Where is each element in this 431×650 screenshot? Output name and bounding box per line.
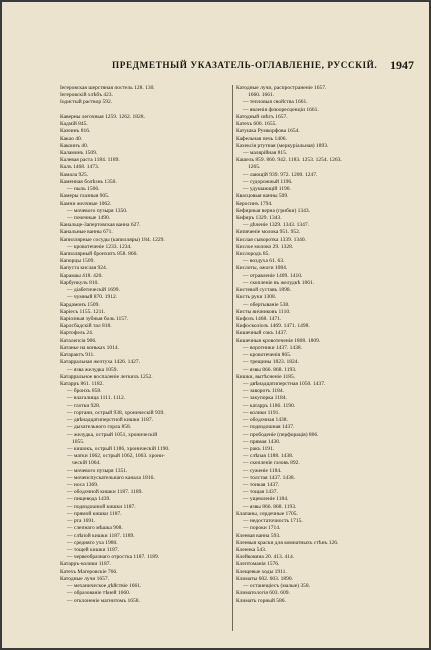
index-subentry: — кишокъ, острый 1186, хроническiй 1190.	[67, 445, 170, 452]
index-entry: Керосинъ 1794.	[236, 200, 273, 207]
index-entry: Какоинъ 40.	[60, 142, 89, 149]
index-subentry: — прямой кишки 1187.	[67, 510, 122, 517]
index-subentry: 1660. 1661.	[248, 92, 275, 99]
index-subentry: — механическое дѣйствiе 1661.	[67, 583, 142, 590]
index-entry: Катехъ 606. 1655.	[236, 121, 277, 128]
index-entry: Климатъ горный 586.	[236, 597, 286, 604]
index-subentry: — трещины 1823. 1824.	[243, 359, 299, 366]
index-entry: Климаты 602. 603. 1890.	[236, 575, 293, 582]
index-subentry: — ущемленiе 1184.	[243, 496, 289, 503]
index-subentry: — почечные 1490.	[67, 214, 111, 221]
index-subentry: — мочеиспускательнаго канала 1816.	[67, 474, 155, 481]
index-subentry: — прободенiе (перфорацiя) 866.	[243, 431, 319, 438]
index-entry: Канальные ванны 671.	[60, 229, 113, 236]
index-subentry: ческiй 1064.	[72, 460, 101, 467]
index-subentry: — колики 1191.	[243, 409, 280, 416]
index-subentry: — дiабетическiй 1699.	[67, 287, 120, 294]
index-entry: Кипяченiе молока 951. 952.	[236, 229, 301, 236]
index-subentry: — отравленiе 1409. 1410.	[243, 272, 303, 279]
page-number: 1947	[390, 58, 414, 72]
index-entry: Клептоманiя 1576.	[236, 561, 280, 568]
index-entry: Картофель 24.	[60, 330, 94, 337]
index-subentry: — толстая 1437. 1438.	[243, 474, 296, 481]
index-subentry: — образованiе тѣней 1660.	[67, 590, 131, 597]
index-entry: Кишки, вытѣсненiе 1185.	[236, 373, 296, 380]
index-entry: Кислая сыворотка 1339. 1340.	[236, 236, 306, 243]
index-subentry: — пыль 1506.	[67, 186, 100, 193]
index-subentry: — ободочная 1438.	[243, 417, 288, 424]
index-subentry: — подвздошной кишки 1187.	[67, 503, 136, 510]
index-column-left	[60, 85, 230, 605]
book-page	[2, 2, 429, 648]
index-subentry: — воздуха 61. 63.	[243, 258, 285, 265]
index-entry: Какао 40.	[60, 135, 83, 142]
index-entry: Клеевая ванна 593.	[236, 532, 281, 539]
index-entry: Каталепсiя 906.	[60, 337, 97, 344]
index-entry: Кисты яичниковъ 1110.	[236, 308, 291, 315]
index-subentry: — дыхательного горла 858.	[67, 424, 132, 431]
index-entry: Клеевыя краски для комнатныхъ стѣнъ 126.	[236, 539, 339, 546]
index-subentry: — слѣпой кишки 1187. 1189.	[67, 532, 135, 539]
index-entry: Квасцовыя ванны 509.	[236, 193, 289, 200]
index-subentry: — катарръ 1186. 1190.	[243, 402, 296, 409]
index-entry	[60, 107, 230, 114]
index-subentry: — недостаточность 1715.	[243, 518, 303, 525]
index-entry: Клейковина 20. 413. 414.	[236, 554, 295, 561]
index-entry: Капиллярный бронхитъ 858. 860.	[60, 251, 138, 258]
index-subentry: — малярiйная 815.	[243, 149, 288, 156]
index-entry: Кислое молоко 29. 1328.	[236, 243, 294, 250]
page-header	[2, 60, 429, 74]
index-entry: Клеенка 543.	[236, 547, 267, 553]
index-entry: Катодные лучи 1657.	[60, 575, 110, 582]
index-entry: Кашель 859. 860. 942. 1183. 1253. 1254. 1263.	[236, 157, 342, 164]
index-subentry: — тепловыя свойства 1661.	[243, 99, 308, 106]
index-entry: Кистевой суставъ 1898.	[236, 287, 292, 294]
index-entry: Кефирныя верна (грибки) 1343.	[236, 207, 311, 214]
index-entry: Кислоты, ожоги 1084.	[236, 265, 288, 272]
page-title: ПРЕДМЕТНЫЙ УКАЗАТЕЛЬ-ОГЛАВЛЕНІЕ, РУССКІЙ.	[112, 60, 378, 70]
index-subentry: — бронхъ 858.	[67, 388, 102, 395]
index-entry: Катарактъ 911.	[60, 352, 95, 359]
index-subentry: 1055.	[72, 438, 85, 445]
index-subentry: — ракъ 1191.	[243, 445, 275, 452]
index-entry: Карiозныя зубныя боль 1157.	[60, 316, 129, 322]
index-subentry: — пищевода 1439.	[67, 496, 111, 503]
index-subentry: — мочевого пузыря 1350.	[67, 207, 128, 214]
index-subentry: — закупорка 1184.	[243, 395, 287, 402]
index-entry: Катарральная желтуха 1426. 1427.	[60, 359, 140, 366]
index-entry: Кишечныя кровотеченiя 1808. 1809.	[236, 337, 321, 344]
index-entry: Камеры глазныя 905.	[60, 193, 110, 200]
index-subentry: — обертыванiе 538.	[243, 301, 290, 308]
index-entry: Катодный свѣтъ 1657.	[236, 113, 288, 120]
index-entry: Кахексiя ртутная (меркурiальная) 1893.	[236, 142, 329, 149]
index-entry: Кислородъ 85.	[236, 251, 270, 258]
index-entry: Катарральное воспаленiе легкихъ 1252.	[60, 373, 153, 380]
index-entry: Карбункулъ 810.	[60, 279, 99, 286]
index-entry: Каверны легочныя 1259. 1262. 1828.	[60, 113, 145, 120]
index-entry: Катушка Румкорфова 1654.	[236, 128, 300, 135]
index-entry: Кифозъ 1468. 1471.	[236, 316, 282, 322]
index-subentry: — остаиещiесъ (малые) 358.	[243, 583, 310, 590]
index-subentry: 1265.	[248, 164, 261, 171]
index-subentry: — заворотъ 1184.	[243, 388, 285, 395]
index-subentry: — суженiе 1184.	[243, 467, 282, 474]
index-subentry: — удушающiй 1190.	[243, 186, 291, 193]
index-entry: Капиллярные сосуды (капилляры) 184. 1229.	[60, 236, 165, 243]
index-entry: Карлсбадскiй тал 818.	[60, 323, 112, 330]
index-entry: Кафельная печь 1406.	[236, 135, 287, 142]
index-entry: Камни желчные 1062.	[60, 200, 112, 207]
index-entry: Калъ 1468. 1473.	[60, 164, 100, 171]
index-subentry: — ободочной кишки 1187. 1189.	[67, 489, 143, 496]
index-subentry: — тонкая 1437.	[243, 482, 280, 489]
index-subentry: — тощей кишки 1187.	[67, 547, 119, 553]
index-entry: Катодные лучи, распространенiе 1657.	[236, 85, 327, 91]
index-entry: Катарръ-колики 1187.	[60, 561, 111, 568]
index-entry: Карiесъ 1155. 1211.	[60, 308, 106, 315]
index-subentry: — тощая 1437.	[243, 489, 278, 496]
index-entry: Іодистый раствор 592.	[60, 99, 113, 106]
index-subentry: — язва желудка 1059.	[67, 366, 118, 373]
index-entry: Кардамонъ 1509.	[60, 301, 100, 308]
index-entry: Казеинъ 816.	[60, 128, 91, 135]
index-entry: Клапаны, сердечные 1705.	[236, 510, 298, 517]
index-subentry: — двѣнадцатиперстная 1050. 1437.	[243, 380, 326, 387]
index-subentry: — скопленiе газовъ 892.	[243, 460, 300, 467]
index-entry: Капуста кислая 924.	[60, 265, 108, 272]
index-subentry: — воротники 1437. 1438.	[243, 344, 303, 351]
index-entry: Клещевые ходы 1911.	[236, 568, 287, 575]
index-subentry: — рта 1691.	[67, 518, 96, 525]
index-subentry: — кровотеченiя 865.	[243, 352, 292, 359]
index-entry: Климатологiя 603. 609.	[236, 590, 290, 597]
index-subentry: — явленiя флюоресценцiи 1661.	[243, 106, 319, 113]
index-subentry: — язвы 866. 868. 1193.	[243, 366, 297, 373]
index-subentry: — средняго уха 1980.	[67, 539, 118, 546]
index-subentry: — пороки 1714.	[243, 525, 281, 532]
index-subentry: — дѣченiе 1329. 1343. 1347.	[243, 222, 310, 229]
index-entry: Кисть руки 1308.	[236, 294, 277, 301]
index-entry: Катарръ 861. 1182.	[60, 380, 104, 387]
index-entry: Каламинъ 1509.	[60, 149, 98, 156]
column-divider	[232, 85, 233, 631]
index-entry: Каменная болѣзнь 1350.	[60, 178, 117, 185]
index-entry: Калевая раста 1184. 1189.	[60, 157, 120, 164]
index-subentry: — двѣнадцатиперстной кишки 1187.	[67, 417, 154, 424]
index-subentry: — носа 1369.	[67, 482, 99, 489]
index-entry: Іегеровская шерстяная постель 128. 130.	[60, 85, 155, 91]
index-column-right	[236, 85, 411, 605]
index-subentry: — слепнаго мѣшка 908.	[67, 525, 123, 532]
index-subentry: — подвздошная 1437.	[243, 424, 295, 431]
index-subentry: — лающiй 939. 972. 1200. 1247.	[243, 171, 318, 178]
index-subentry: — червеобразнаго отростка 1187. 1189.	[67, 554, 160, 561]
index-subentry: — глотки 928.	[67, 402, 101, 409]
index-entry: Кишечный сокъ 1437.	[236, 330, 288, 337]
index-entry: Кадмiй 845.	[60, 121, 88, 128]
index-subentry: — отклоненiе магнитомъ 1658.	[67, 597, 140, 604]
index-subentry: — судорожный 1196.	[243, 178, 293, 185]
index-subentry: — гортани, острый 938, хроническiй 939.	[67, 409, 165, 416]
index-entry: Капорцы 1509.	[60, 258, 95, 265]
index-subentry: — влагалища 1111. 1112.	[67, 395, 126, 402]
index-entry: Іегеровскій хлѣбъ 423.	[60, 92, 113, 99]
index-entry: Канальце-Запертовская ванна 627.	[60, 222, 141, 229]
index-subentry: — мочевого пузыря 1351.	[67, 467, 128, 474]
index-entry: Катехъ Магеровскiе 766.	[60, 568, 118, 575]
index-entry: Катанье на коньках 1014.	[60, 344, 119, 351]
index-entry: Камала 925.	[60, 171, 89, 178]
index-subentry: — слѣпая 1188. 1438.	[243, 453, 294, 460]
index-subentry: — чумный 870. 1912.	[67, 294, 118, 301]
index-subentry: — прямая 1438.	[243, 438, 281, 445]
index-subentry: — кровотеченiе 1233. 1234.	[67, 243, 132, 250]
index-entry: Карамаы 418. 420.	[60, 272, 103, 279]
index-entry: Кифосколiозъ 1469. 1471. 1498.	[236, 323, 310, 330]
index-entry: Кефиръ 1329. 1343.	[236, 214, 282, 221]
index-subentry: — желудка, острый 1051, хроническiй	[67, 431, 158, 438]
index-subentry: — язвы 866. 868. 1193.	[243, 503, 297, 510]
index-subentry: — скопленiе въ желудкѣ 1061.	[243, 279, 315, 286]
index-subentry: — матки 1062, острый 1062, 1063. хрони-	[67, 453, 165, 460]
